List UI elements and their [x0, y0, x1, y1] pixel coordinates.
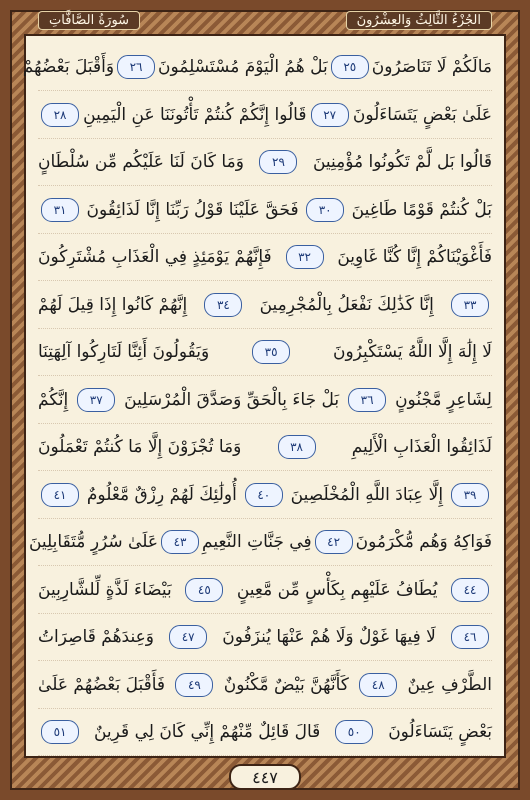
ayah-number-marker: ٣٦ [348, 388, 386, 412]
verse-text: لِشَاعِرٍ مَّجْنُونٍ [395, 389, 492, 410]
verse-text: كَأَنَّهُنَّ بَيْضٌ مَّكْنُونٌ [223, 674, 349, 695]
ayah-number-marker: ٤٢ [315, 530, 353, 554]
verse-text: إِنَّكُمْ [38, 389, 69, 410]
verse-text: فَأَغْوَيْنَاكُمْ إِنَّا كُنَّا غَاوِينَ [337, 247, 492, 267]
verse-line [28, 519, 492, 566]
verse-text: فَوَاكِهُ وَهُم مُّكْرَمُونَ [355, 532, 492, 552]
ayah-number-marker: ٣٣ [451, 293, 489, 317]
surah-label: سُورَةُ الصَّافَّاتِ [38, 11, 140, 30]
verse-text: وَمَا كَانَ لَنَا عَلَيْكُم مِّن سُلْطَانٍ [38, 152, 244, 172]
ayah-number-marker: ٣١ [41, 198, 79, 222]
verse-line [38, 472, 492, 519]
verse-line [38, 329, 492, 376]
verse-line [22, 44, 492, 91]
verse-line [38, 282, 492, 329]
ayah-number-marker: ٤٦ [451, 625, 489, 649]
verse-text: بَعْضٍ يَتَسَاءَلُونَ [388, 722, 492, 742]
verse-text: قَالَ قَائِلٌ مِّنْهُمْ إِنِّي كَانَ لِي قَرِينٌ [93, 722, 321, 742]
verse-text: أُولَٰئِكَ لَهُمْ رِزْقٌ مَّعْلُومٌ [86, 484, 237, 505]
ayah-number-marker: ٣٩ [451, 483, 489, 507]
ayah-number-marker: ٤٩ [175, 673, 213, 697]
verse-text: وَيَقُولُونَ أَئِنَّا لَتَارِكُوا آلِهَتِنَا [38, 342, 210, 362]
ayah-number-marker: ٣٤ [204, 293, 242, 317]
verse-text: وَأَقْبَلَ بَعْضُهُمْ [22, 57, 115, 77]
verse-text: بَيْضَاءَ لَذَّةٍ لِّلشَّارِبِينَ [38, 579, 172, 600]
verse-line [38, 662, 492, 709]
verse-text: بَلْ جَاءَ بِالْحَقِّ وَصَدَّقَ الْمُرْسَلِينَ [124, 389, 340, 410]
ayah-number-marker: ٥٠ [335, 720, 373, 744]
ayah-number-marker: ٤٧ [169, 625, 207, 649]
ayah-number-marker: ٤٠ [245, 483, 283, 507]
ayah-number-marker: ٤٣ [161, 530, 199, 554]
verse-text: عَلَىٰ سُرُرٍ مُّتَقَابِلِينَ [28, 532, 158, 552]
juz-label: الجُزْءُ الثَّالِثُ وَالعِشْرُونَ [346, 11, 492, 30]
verse-text: لَا فِيهَا غَوْلٌ وَلَا هُمْ عَنْهَا يُنزَفُونَ [222, 627, 436, 647]
ayah-number-marker: ٢٨ [41, 103, 79, 127]
ayah-number-marker: ٣٧ [77, 388, 115, 412]
verse-text: فَحَقَّ عَلَيْنَا قَوْلُ رَبِّنَا إِنَّا لَذَائِقُونَ [86, 199, 299, 220]
ayah-number-marker: ٢٩ [259, 150, 297, 174]
verse-text: إِنَّا كَذَٰلِكَ نَفْعَلُ بِالْمُجْرِمِينَ [259, 294, 434, 315]
verse-text: فَإِنَّهُمْ يَوْمَئِذٍ فِي الْعَذَابِ مُشْتَرِكُونَ [38, 247, 272, 267]
ayah-number-marker: ٢٥ [331, 55, 369, 79]
ayah-number-marker: ٤٥ [185, 578, 223, 602]
verse-text: إِنَّهُمْ كَانُوا إِذَا قِيلَ لَهُمْ [38, 294, 188, 315]
page-number-box [229, 764, 301, 790]
verse-text: قَالُوا بَل لَّمْ تَكُونُوا مُؤْمِنِينَ [312, 152, 492, 172]
page-number: ٤٤٧ [252, 767, 278, 787]
verse-text: فَأَقْبَلَ بَعْضُهُمْ عَلَىٰ [38, 674, 166, 695]
ayah-number-marker: ٤١ [41, 483, 79, 507]
ayah-number-marker: ٢٧ [311, 103, 349, 127]
verse-text: لَذَائِقُوا الْعَذَابِ الْأَلِيمِ [351, 437, 492, 457]
ayah-number-marker: ٣٨ [278, 435, 316, 459]
ayah-number-marker: ٣٠ [306, 198, 344, 222]
verse-text: يُطَافُ عَلَيْهِم بِكَأْسٍ مِّن مَّعِينٍ [236, 579, 438, 600]
verse-text: وَعِندَهُمْ قَاصِرَاتُ [38, 627, 154, 647]
verse-lines [22, 44, 492, 744]
verse-line [38, 187, 492, 234]
verse-text: بَلْ هُمُ الْيَوْمَ مُسْتَسْلِمُونَ [158, 57, 328, 77]
ayah-number-marker: ٥١ [41, 720, 79, 744]
ayah-number-marker: ٣٢ [286, 245, 324, 269]
ayah-number-marker: ٣٥ [252, 340, 290, 364]
verse-line [38, 424, 492, 471]
verse-text: قَالُوا إِنَّكُمْ كُنتُمْ تَأْتُونَنَا عَنِ الْيَمِينِ [83, 104, 307, 125]
verse-text: مَالَكُمْ لَا تَنَاصَرُونَ [371, 57, 492, 77]
verse-text: لَا إِلَٰهَ إِلَّا اللَّهُ يَسْتَكْبِرُونَ [332, 342, 492, 362]
verse-text: بَلْ كُنتُمْ قَوْمًا طَاغِينَ [351, 199, 492, 220]
verse-line [38, 377, 492, 424]
ayah-number-marker: ٢٦ [117, 55, 155, 79]
verse-line [38, 567, 492, 614]
verse-line [38, 614, 492, 661]
verse-text: الطَّرْفِ عِينٌ [407, 674, 492, 695]
verse-text: إِلَّا عِبَادَ اللَّهِ الْمُخْلَصِينَ [290, 484, 444, 505]
verse-line [38, 234, 492, 281]
verse-text: وَمَا تُجْزَوْنَ إِلَّا مَا كُنتُمْ تَعْمَلُونَ [38, 437, 242, 457]
verse-line [38, 139, 492, 186]
ayah-number-marker: ٤٨ [359, 673, 397, 697]
verse-text: فِي جَنَّاتِ النَّعِيمِ [202, 532, 312, 552]
verse-line [38, 92, 492, 139]
ayah-number-marker: ٤٤ [451, 578, 489, 602]
verse-text: عَلَىٰ بَعْضٍ يَتَسَاءَلُونَ [352, 104, 492, 125]
page-header [24, 8, 506, 32]
verse-line [38, 709, 492, 756]
